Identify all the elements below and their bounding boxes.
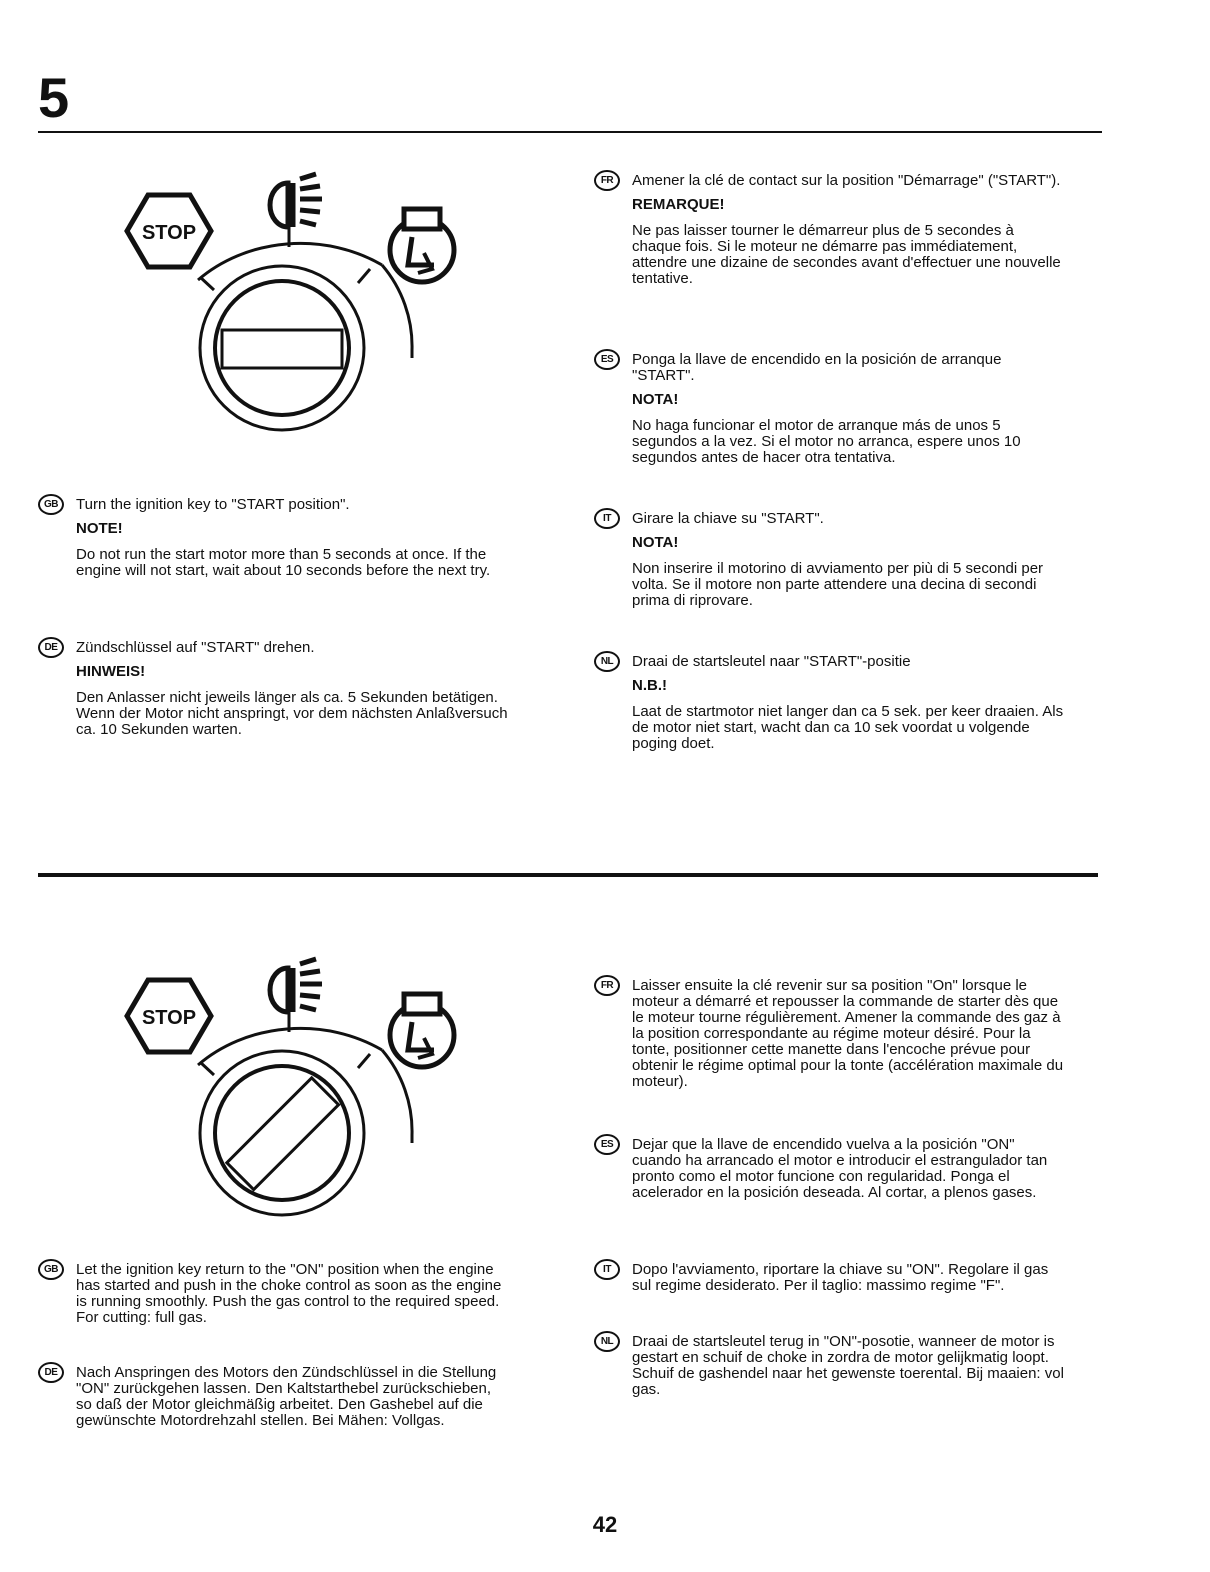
choke-icon [390, 209, 454, 282]
instruction-gb-start [38, 497, 508, 579]
instruction-fr-on [594, 978, 1064, 1090]
instruction-de-on [38, 1365, 508, 1429]
language-badge-gb: GB [38, 494, 64, 515]
stop-sign-icon [127, 980, 211, 1052]
instruction-es-on [594, 1137, 1064, 1201]
language-badge-fr: FR [594, 975, 620, 996]
language-badge-de: DE [38, 637, 64, 658]
ignition-diagram-on [100, 950, 480, 1235]
language-badge-it: IT [594, 508, 620, 529]
note-text: Den Anlasser nicht jeweils länger als ca. 5 Sekunden betätigen. Wenn der Motor nicht anspringt, vor dem nächsten Anlaßversuch ca. 10 Sekunden warten. [76, 689, 508, 738]
instruction-de-start [38, 640, 508, 738]
instruction-text: Zündschlüssel auf "START" drehen. [76, 639, 315, 656]
instruction-text: Dopo l'avviamento, riportare la chiave su "ON". Regolare il gas sul regime desiderato. Per il taglio: massimo regime "F". [632, 1261, 1049, 1294]
headlight-icon [270, 959, 322, 1012]
instruction-text: Dejar que la llave de encendido vuelva a la posición "ON" cuando ha arrancado el motor e introducir el estrangulador tan pronto como el motor funcione con regularidad. Ponga el acelerador en la posición deseada. Al cortar, a plenos gases. [632, 1136, 1048, 1201]
language-badge-nl: NL [594, 651, 620, 672]
note-text: Do not run the start motor more than 5 seconds at once. If the engine will not start, wait about 10 seconds before the next try. [76, 546, 491, 579]
note-label: N.B.! [632, 677, 667, 694]
language-badge-it: IT [594, 1259, 620, 1280]
language-badge-gb: GB [38, 1259, 64, 1280]
instruction-it-start [594, 511, 1064, 609]
ignition-key-icon [200, 266, 364, 430]
note-text: Ne pas laisser tourner le démarreur plus de 5 secondes à chaque fois. Si le moteur ne démarre pas immédiatement, attendre une dizaine de secondes avant d'effectuer une nouvelle tentative. [632, 222, 1061, 287]
note-label: NOTE! [76, 520, 123, 537]
headlight-icon [270, 174, 322, 227]
section-divider [38, 873, 1098, 877]
instruction-text: Ponga la llave de encendido en la posición de arranque "START". [632, 351, 1002, 384]
instruction-text: Turn the ignition key to "START position". [76, 496, 350, 513]
note-label: REMARQUE! [632, 196, 725, 213]
note-text: No haga funcionar el motor de arranque más de unos 5 segundos a la vez. Si el motor no arranca, espere unos 10 segundos antes de hacer otra tentativa. [632, 417, 1021, 466]
note-text: Non inserire il motorino di avviamento per più di 5 secondi per volta. Se il motore non parte attendere una decina di secondi prima di riprovare. [632, 560, 1044, 609]
instruction-fr-start [594, 173, 1064, 287]
stop-sign-icon [127, 195, 211, 267]
instruction-es-start [594, 352, 1064, 466]
note-label: HINWEIS! [76, 663, 146, 680]
ignition-diagram-start [100, 165, 480, 450]
stop-label: STOP [141, 1007, 197, 1029]
stop-label: STOP [141, 222, 197, 244]
instruction-text: Draai de startsleutel terug in "ON"-posotie, wanneer de motor is gestart en schuif de choke in zordra de motor gelijkmatig loopt. Schuif de gashendel naar het gewenste toerental. Bij maaien: vol gas. [632, 1333, 1064, 1398]
page-number: 42 [592, 1512, 618, 1537]
language-badge-es: ES [594, 1134, 620, 1155]
ignition-key-icon [200, 1051, 364, 1215]
instruction-text: Laisser ensuite la clé revenir sur sa position "On" lorsque le moteur a démarré et repousser la commande de starter dès que le moteur tourne régulièrement. Amener la commande des gaz à la position correspondante au régime moteur désiré. Pour la tonte, positionner cette manette dans l'encoche prévue pour obtenir le régime optimal pour la tonte (accélération maximale du moteur). [632, 977, 1064, 1090]
instruction-text: Nach Anspringen des Motors den Zündschlüssel in die Stellung "ON" zurückgehen lassen. Den Kaltstarthebel zurückschieben, so daß der Motor gleichmäßig arbeitet. Den Gashebel auf die gewünschte Motordrehzahl stellen. Bei Mähen: Vollgas. [76, 1364, 497, 1429]
instruction-gb-on [38, 1262, 508, 1326]
top-divider [38, 131, 1102, 133]
language-badge-de: DE [38, 1362, 64, 1383]
language-badge-nl: NL [594, 1331, 620, 1352]
instruction-text: Draai de startsleutel naar "START"-positie [632, 653, 911, 670]
note-text: Laat de startmotor niet langer dan ca 5 sek. per keer draaien. Als de motor niet start, wacht dan ca 10 sek voordat u volgende poging doet. [632, 703, 1064, 752]
language-badge-fr: FR [594, 170, 620, 191]
instruction-it-on [594, 1262, 1064, 1294]
instruction-text: Let the ignition key return to the "ON" position when the engine has started and push in the choke control as soon as the engine is running smoothly. Push the gas control to the required speed. For cutting: full gas. [76, 1261, 502, 1326]
note-label: NOTA! [632, 391, 679, 408]
instruction-nl-on [594, 1334, 1064, 1398]
note-label: NOTA! [632, 534, 679, 551]
language-badge-es: ES [594, 349, 620, 370]
instruction-text: Girare la chiave su "START". [632, 510, 824, 527]
instruction-nl-start [594, 654, 1064, 752]
instruction-text: Amener la clé de contact sur la position "Démarrage" ("START"). [632, 172, 1061, 189]
choke-icon [390, 994, 454, 1067]
section-number: 5 [38, 66, 69, 129]
